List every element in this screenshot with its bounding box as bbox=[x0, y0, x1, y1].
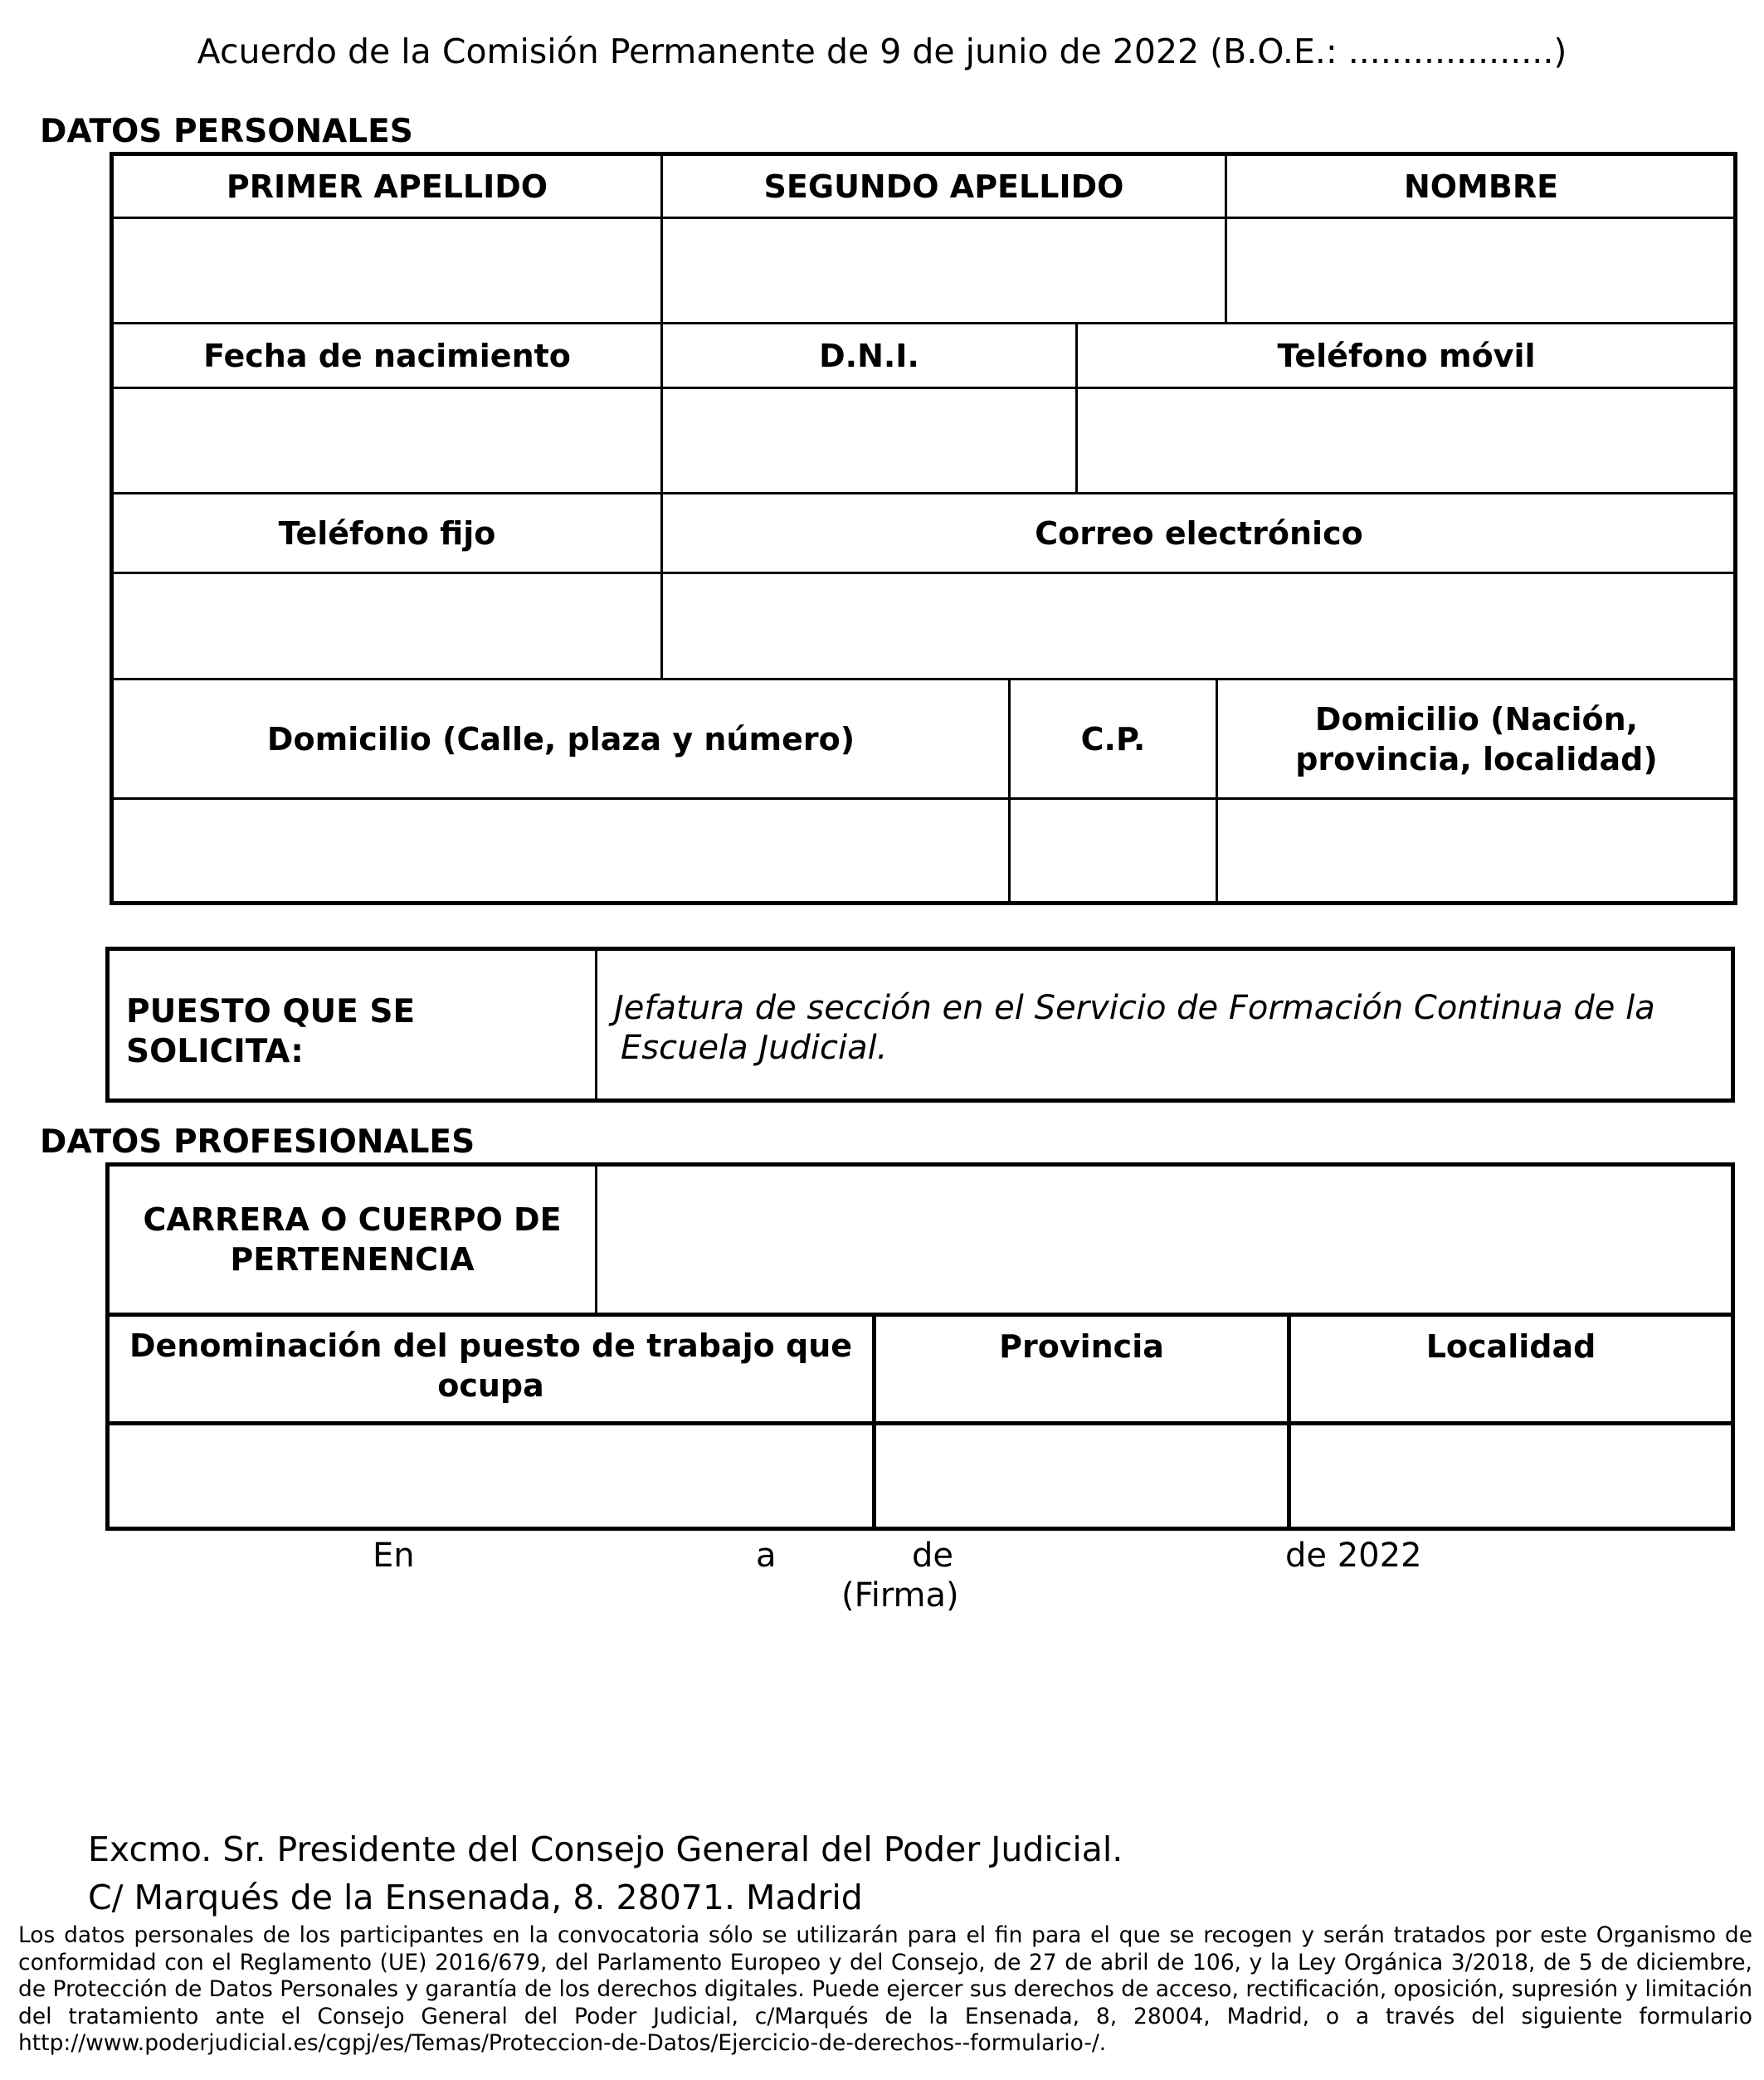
field-fecha-nacimiento[interactable] bbox=[114, 389, 660, 492]
puesto-label-line2: SOLICITA: bbox=[126, 1033, 304, 1070]
header-dni: D.N.I. bbox=[819, 337, 919, 374]
header-segundo-apellido: SEGUNDO APELLIDO bbox=[763, 168, 1124, 205]
firma-year: de 2022 bbox=[1285, 1537, 1422, 1575]
puesto-label bbox=[126, 992, 415, 1072]
header-localidad: Localidad bbox=[1425, 1328, 1596, 1365]
firma-a: a bbox=[756, 1537, 777, 1575]
header-domicilio-nacion bbox=[1218, 680, 1735, 797]
acuerdo-header: Acuerdo de la Comisión Permanente de 9 de junio de 2022 (B.O.E.: ...................) bbox=[197, 32, 1567, 71]
firma-de: de bbox=[912, 1537, 953, 1575]
field-carrera[interactable] bbox=[597, 1167, 1731, 1313]
puesto-value-line1: Jefatura de sección en el Servicio de Formación Continua de la bbox=[614, 989, 1655, 1027]
legal-line: Los datos personales de los participantes en la convocatoria sólo se utilizarán para el fin para el que se recogen y serán tratados por este Organismo de bbox=[18, 1922, 1752, 1948]
datos-profesionales-title: DATOS PROFESIONALES bbox=[40, 1123, 475, 1161]
firma-label: (Firma) bbox=[841, 1576, 959, 1615]
header-correo: Correo electrónico bbox=[1035, 514, 1363, 552]
legal-link[interactable]: http://www.poderjudicial.es/cgpj/es/Temas/Proteccion-de-Datos/Ejercicio-de-derechos--formulario-/. bbox=[18, 2030, 1107, 2056]
puesto-value bbox=[614, 988, 1655, 1068]
datos-personales-title: DATOS PERSONALES bbox=[40, 113, 413, 150]
field-domicilio-calle[interactable] bbox=[114, 800, 1008, 903]
header-denominacion-line2: ocupa bbox=[437, 1367, 544, 1404]
field-segundo-apellido[interactable] bbox=[663, 219, 1225, 322]
field-correo[interactable] bbox=[663, 574, 1735, 678]
field-denominacion[interactable] bbox=[110, 1425, 872, 1527]
field-telefono-movil[interactable] bbox=[1078, 389, 1735, 492]
field-localidad[interactable] bbox=[1291, 1425, 1731, 1527]
legal-notice bbox=[18, 1922, 1752, 2058]
header-denominacion-line1: Denominación del puesto de trabajo que bbox=[129, 1327, 853, 1364]
field-dni[interactable] bbox=[663, 389, 1075, 492]
header-carrera bbox=[110, 1167, 595, 1313]
header-carrera-line1: CARRERA O CUERPO DE bbox=[143, 1201, 562, 1238]
direccion: C/ Marqués de la Ensenada, 8. 28071. Madrid bbox=[88, 1878, 863, 1917]
legal-line: de Protección de Datos Personales y garantía de los derechos digitales. Puede ejercer sus derechos de acceso, rectificación, oposición, supresión y limitación bbox=[18, 1976, 1752, 2002]
field-nombre[interactable] bbox=[1227, 219, 1735, 322]
header-fecha-nacimiento: Fecha de nacimiento bbox=[203, 337, 571, 374]
header-domicilio-calle: Domicilio (Calle, plaza y número) bbox=[266, 720, 855, 757]
legal-line: del tratamiento ante el Consejo General del Poder Judicial, c/Marqués de la Ensenada, 8, 28004, Madrid, o a través del siguiente formulario bbox=[18, 2003, 1752, 2029]
header-provincia: Provincia bbox=[999, 1328, 1164, 1365]
header-domicilio-nacion-line2: provincia, localidad) bbox=[1295, 740, 1658, 777]
header-carrera-line2: PERTENENCIA bbox=[230, 1241, 475, 1278]
header-nombre: NOMBRE bbox=[1403, 168, 1559, 205]
legal-line: conformidad con el Reglamento (UE) 2016/679, del Parlamento Europeo y del Consejo, de 27 de abril de 106, y la Ley Orgánica 3/2018, de 5 de diciembre, bbox=[18, 1949, 1752, 1975]
destinatario: Excmo. Sr. Presidente del Consejo General del Poder Judicial. bbox=[88, 1829, 1123, 1869]
header-cp: C.P. bbox=[1080, 720, 1146, 757]
firma-en: En bbox=[373, 1537, 415, 1575]
header-primer-apellido: PRIMER APELLIDO bbox=[226, 168, 548, 205]
field-primer-apellido[interactable] bbox=[114, 219, 660, 322]
header-telefono-movil: Teléfono móvil bbox=[1277, 337, 1536, 374]
header-telefono-fijo: Teléfono fijo bbox=[278, 514, 496, 552]
field-telefono-fijo[interactable] bbox=[114, 574, 660, 678]
puesto-value-line2: Escuela Judicial. bbox=[621, 1029, 888, 1067]
field-provincia[interactable] bbox=[876, 1425, 1287, 1527]
field-domicilio-nacion[interactable] bbox=[1218, 800, 1735, 903]
field-cp[interactable] bbox=[1011, 800, 1216, 903]
header-denominacion bbox=[110, 1326, 872, 1409]
header-domicilio-nacion-line1: Domicilio (Nación, bbox=[1314, 700, 1639, 738]
puesto-label-line1: PUESTO QUE SE bbox=[126, 993, 416, 1030]
